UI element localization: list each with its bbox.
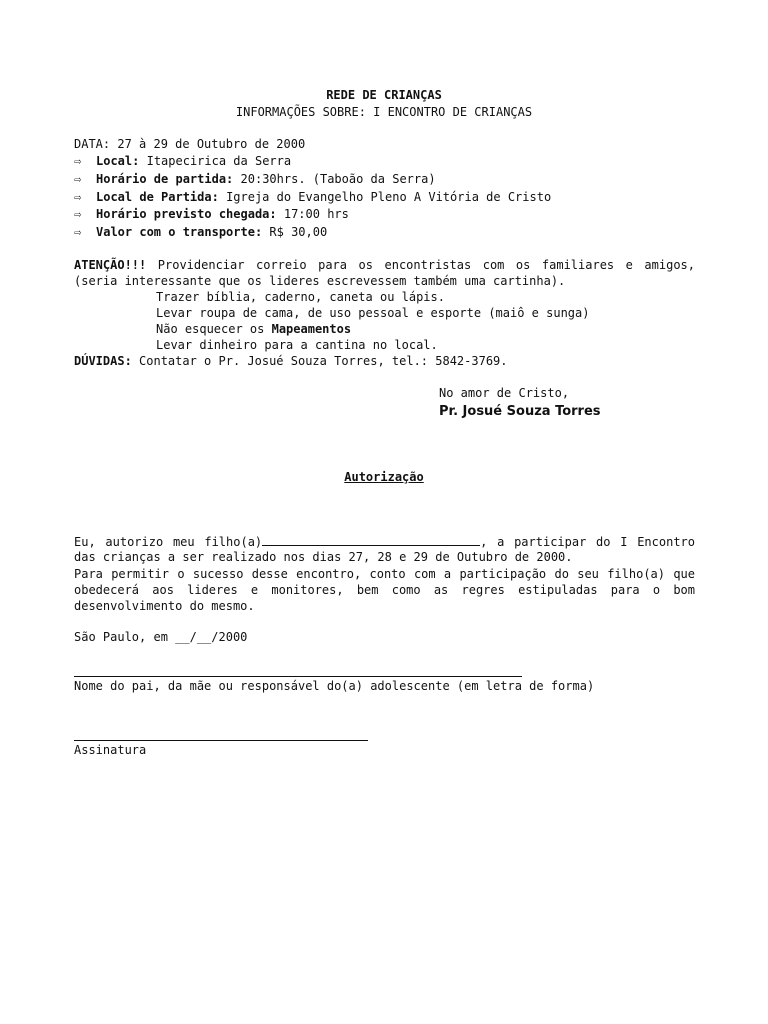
parent-name-line[interactable] [74, 676, 522, 677]
arrow-right-icon: ⇨ [74, 207, 82, 221]
detail-item-departure-time [74, 171, 436, 187]
detail-item-local [74, 153, 291, 169]
detail-label: Local de Partida: [96, 190, 219, 204]
doubts-line [74, 353, 508, 369]
detail-item-price [74, 224, 327, 240]
authorization-line-4: obedecerá aos lideres e monitores, bem como as regres estipuladas para o bom [74, 583, 695, 597]
authorization-p1-start: Eu, autorizo meu filho(a) [74, 535, 263, 549]
notice-text: Providenciar correio para os encontristas com os familiares e amigos, [157, 258, 695, 272]
detail-label: Local: [96, 154, 140, 168]
date-label: DATA: [74, 137, 111, 151]
detail-label: Horário previsto chegada: [96, 207, 277, 221]
detail-value: Itapecirica da Serra [146, 154, 292, 168]
detail-value: 20:30hrs. (Taboão da Serra) [240, 172, 436, 186]
closing-name: Pr. Josué Souza Torres [439, 404, 601, 419]
notice-item-clothes: Levar roupa de cama, de uso pessoal e esporte (maiô e sunga) [156, 306, 590, 320]
detail-value: R$ 30,00 [269, 225, 328, 239]
notice-item-bible: Trazer bíblia, caderno, caneta ou lápis. [156, 290, 445, 304]
detail-value: Igreja do Evangelho Pleno A Vitória de Cristo [226, 190, 552, 204]
authorization-p1-end: , a participar do I Encontro [480, 535, 695, 549]
parent-name-label: Nome do pai, da mãe ou responsável do(a) adolescente (em letra de forma) [74, 679, 595, 693]
detail-item-arrival [74, 206, 349, 222]
notice-item-mapeamentos [156, 321, 351, 337]
signature-line[interactable] [74, 740, 368, 741]
detail-item-departure-place [74, 189, 551, 205]
detail-label: Horário de partida: [96, 172, 234, 186]
closing-greeting: No amor de Cristo, [439, 386, 570, 400]
document-subtitle: INFORMAÇÕES SOBRE: I ENCONTRO DE CRIANÇAS [235, 105, 533, 119]
document-title: REDE DE CRIANÇAS [326, 88, 442, 102]
authorization-line-2: das crianças a ser realizado nos dias 27, 28 e 29 de Outubro de 2000. [74, 550, 573, 564]
place-date: São Paulo, em __/__/2000 [74, 630, 248, 644]
date-value: 27 à 29 de Outubro de 2000 [117, 137, 306, 151]
mapeamentos-prefix: Não esquecer os [156, 322, 265, 336]
notice-line-2: (seria interessante que os lideres escrevessem também uma cartinha). [74, 274, 566, 288]
signature-label: Assinatura [74, 743, 147, 757]
authorization-title: Autorização [344, 470, 424, 484]
mapeamentos-bold: Mapeamentos [271, 322, 352, 336]
arrow-right-icon: ⇨ [74, 225, 82, 239]
doubts-label: DÚVIDAS: [74, 354, 132, 368]
authorization-line-1 [74, 533, 695, 550]
child-name-field[interactable] [262, 533, 480, 546]
arrow-right-icon: ⇨ [74, 154, 82, 168]
arrow-right-icon: ⇨ [74, 172, 82, 186]
detail-value: 17:00 hrs [283, 207, 349, 221]
notice-item-cantina: Levar dinheiro para a cantina no local. [156, 338, 438, 352]
arrow-right-icon: ⇨ [74, 190, 82, 204]
date-line [74, 136, 305, 152]
authorization-line-5: desenvolvimento do mesmo. [74, 599, 255, 613]
detail-label: Valor com o transporte: [96, 225, 263, 239]
notice-line-1 [74, 257, 695, 273]
authorization-line-3: Para permitir o sucesso desse encontro, conto com a participação do seu filho(a) que [74, 567, 695, 581]
doubts-text: Contatar o Pr. Josué Souza Torres, tel.: 5842-3769. [139, 354, 508, 368]
notice-label: ATENÇÃO!!! [74, 258, 147, 272]
